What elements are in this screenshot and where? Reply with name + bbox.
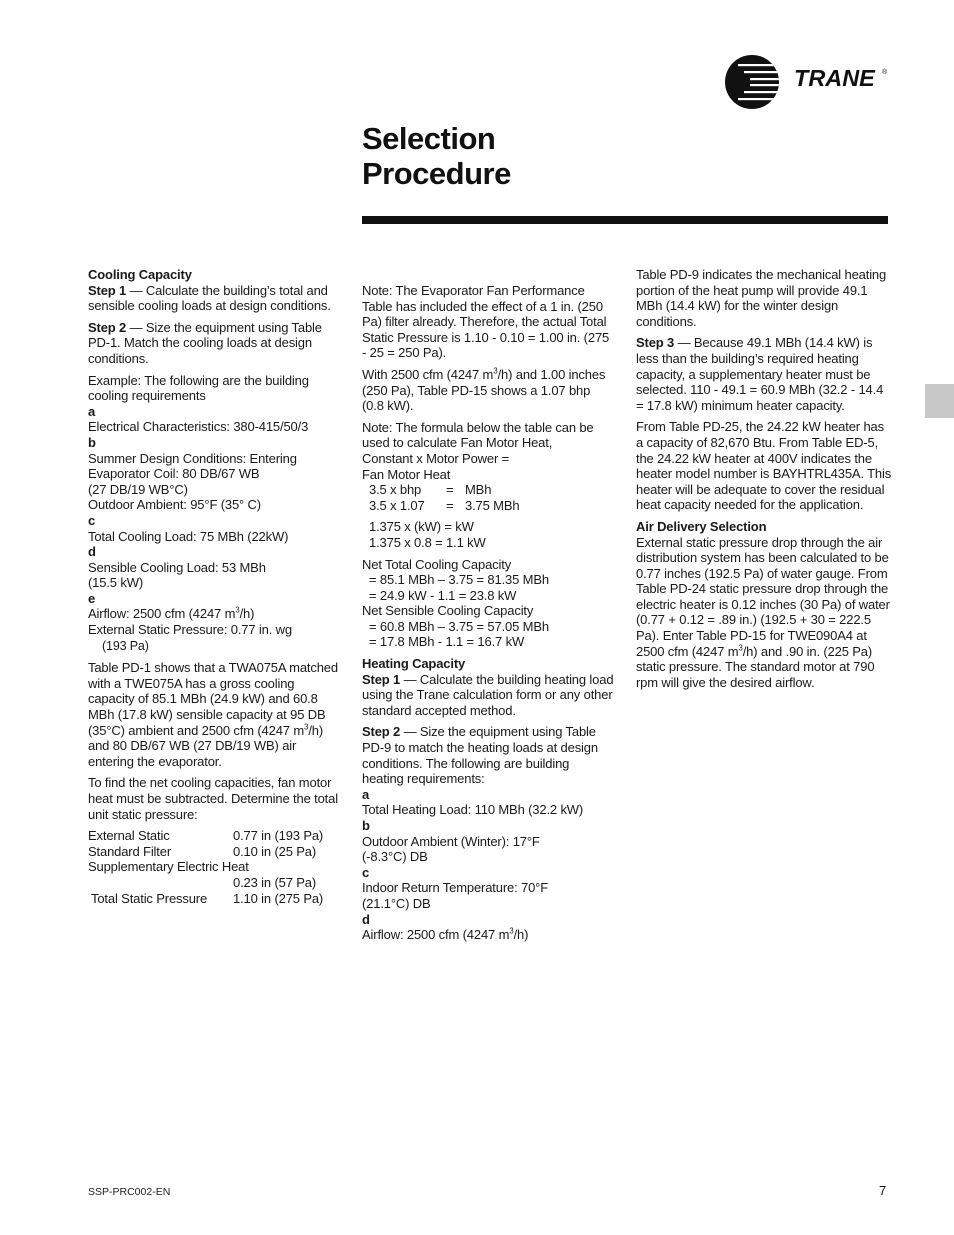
air-delivery-heading: Air Delivery Selection bbox=[636, 518, 767, 534]
trane-circle-logo-icon bbox=[724, 54, 780, 110]
pd9-paragraph: Table PD-9 indicates the mechanical heating portion of the heat pump will provide 49.1 MBh (14.4 kW) for the winter design conditions. bbox=[636, 267, 887, 329]
fan-motor-formula: Note: The formula below the table can be used to calculate Fan Motor Heat, Constant x Motor Power = Fan Motor Heat 3.5 x bhp = MBh 3.5 x 1.07 = 3.75 MBh bbox=[362, 419, 594, 513]
column-cooling bbox=[88, 267, 340, 906]
document-id: SSP-PRC002-EN bbox=[88, 1186, 171, 1198]
section-tab bbox=[925, 384, 954, 418]
heating-step-2: Step 2 — Size the equipment using Table PD-9 to match the heating loads at design conditions. The following are building heating requirements: bbox=[362, 724, 598, 787]
title-rule bbox=[362, 216, 888, 224]
static-row: Standard Filter 0.10 in (25 Pa) bbox=[88, 843, 317, 859]
supp-heat-label: Supplementary Electric Heat bbox=[88, 859, 249, 875]
column-heater-air bbox=[636, 267, 892, 696]
title-line-1: Selection bbox=[362, 121, 496, 156]
req-e: e Airflow: 2500 cfm (4247 $m^3/h$) External Static Pressure: 0.77 in. wg (193 Pa) bbox=[88, 590, 292, 653]
heat-req-d: d Airflow: 2500 cfm (4247 $m^3/h$) bbox=[362, 911, 529, 943]
trane-logo bbox=[724, 54, 894, 114]
heating-step-3: Step 3 — Because 49.1 MBh (14.4 kW) is less than the building’s required heating capacity, a supplementary heater must be selected. 110 - 49.1 = 60.9 MBh (32.2 - 14.4 = 17.8 kW) minimum heater capacity. bbox=[636, 335, 884, 413]
air-delivery-paragraph: External static pressure drop through the air distribution system has been calculated to be 0.77 inches (192.5 Pa) of water gauge. From Table PD-24 static pressure drop through the electric heater is 0.12 inches (30 Pa) of water (0.77 + 0.12 = .89 in.) (192.5 + 30 = 222.5 Pa). Enter Table PD-15 for TWE090A4 at 2500 cfm (4247 $m^3/h$) and .90 in. (225 Pa) static pressure. The standard motor at 790 rpm will give the desired airflow. bbox=[636, 534, 890, 690]
static-table bbox=[88, 828, 340, 906]
total-static-row: Total Static Pressure 1.10 in (275 Pa) bbox=[91, 890, 324, 906]
registered-mark: ® bbox=[882, 69, 888, 76]
heating-heading: Heating Capacity bbox=[362, 656, 466, 672]
cooling-step-2: Step 2 — Size the equipment using Table PD-1. Match the cooling loads at design conditions. bbox=[88, 319, 322, 366]
page-number: 7 bbox=[879, 1183, 887, 1198]
page-title bbox=[362, 121, 511, 191]
cooling-heading: Cooling Capacity bbox=[88, 267, 192, 282]
req-d: d Sensible Cooling Load: 53 MBh (15.5 kW) bbox=[88, 544, 266, 591]
column-fan-heating bbox=[362, 283, 614, 943]
bhp-paragraph: With 2500 cfm (4247 $m^3/h$) and 1.00 inches (250 Pa), Table PD-15 shows a 1.07 bhp (0.8 kW). bbox=[362, 366, 606, 414]
net-sensible-cooling: Net Sensible Cooling Capacity = 60.8 MBh – 3.75 = 57.05 MBh = 17.8 MBh - 1.1 = 16.7 kW bbox=[362, 603, 549, 650]
cooling-step-1: Step 1 — Calculate the building’s total and sensible cooling loads at design conditions. bbox=[88, 282, 331, 314]
net-total-cooling: Net Total Cooling Capacity = 85.1 MBh – 3.75 = 81.35 MBh = 24.9 kW - 1.1 = 23.8 kW bbox=[362, 556, 549, 603]
heating-step-1: Step 1 — Calculate the building heating load using the Trane calculation form or any other standard accepted method. bbox=[362, 671, 614, 718]
heat-req-c: c Indoor Return Temperature: 70°F (21.1°C) DB bbox=[362, 864, 549, 911]
req-b: b Summer Design Conditions: Entering Evaporator Coil: 80 DB/67 WB (27 DB/19 WB°C) Outdoor Ambient: 95°F (35° C) bbox=[88, 434, 297, 513]
static-row: External Static 0.77 in (193 Pa) bbox=[88, 828, 324, 844]
title-line-2: Procedure bbox=[362, 156, 511, 191]
pd1-paragraph: Table PD-1 shows that a TWA075A matched with a TWE075A has a gross cooling capacity of 85.1 MBh (24.9 kW) and 60.8 MBh (17.8 kW) sensible capacity at 95 DB (35°C) ambient and 2500 cfm (4247 $m^3/h$) and 80 DB/67 WB (27 DB/19 WB) air entering the evaporator. bbox=[88, 660, 338, 769]
kw-formula: 1.375 x (kW) = kW 1.375 x 0.8 = 1.1 kW bbox=[369, 519, 486, 550]
heat-req-a: a Total Heating Load: 110 MBh (32.2 kW) bbox=[362, 786, 584, 818]
net-cooling-paragraph: To find the net cooling capacities, fan motor heat must be subtracted. Determine the total unit static pressure: bbox=[88, 775, 338, 822]
supp-heat-row: 0.23 in (57 Pa) bbox=[233, 874, 317, 890]
heat-req-b: b Outdoor Ambient (Winter): 17°F (-8.3°C) DB bbox=[362, 818, 540, 865]
note-filter: Note: The Evaporator Fan Performance Table has included the effect of a 1 in. (250 Pa) filter already. Therefore, the actual Total Static Pressure is 1.10 - 0.10 = 1.00 in. (275 - 25 = 250 Pa). bbox=[362, 283, 610, 361]
req-a: a Electrical Characteristics: 380-415/50/3 bbox=[88, 403, 309, 435]
req-c: c Total Cooling Load: 75 MBh (22kW) bbox=[88, 512, 289, 544]
pd25-paragraph: From Table PD-25, the 24.22 kW heater has a capacity of 82,670 Btu. From Table ED-5, the 24.22 kW heater at 400V indicates the heater model number is BAYHTRL435A. This heater will be adequate to cover the residual heat capacity needed for the application. bbox=[636, 419, 892, 513]
example-intro: Example: The following are the building cooling requirements bbox=[88, 372, 309, 404]
brand-wordmark: TRANE bbox=[794, 65, 875, 91]
